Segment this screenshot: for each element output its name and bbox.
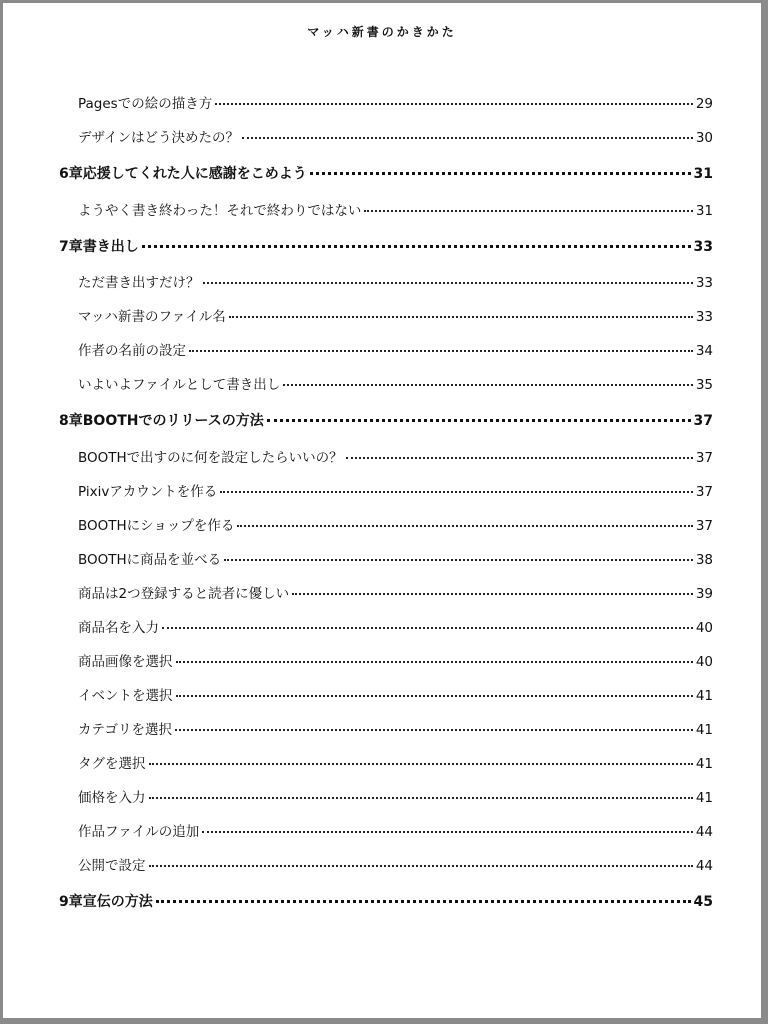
dot-leader <box>149 797 693 799</box>
toc-page-number: 41 <box>695 721 713 738</box>
toc-entry-title: 9章宣伝の方法 <box>59 893 153 910</box>
toc-entry-title: 6章応援してくれた人に感謝をこめよう <box>59 166 307 182</box>
toc-page-number: 41 <box>695 687 713 704</box>
toc-entry-title: 商品画像を選択 <box>78 653 173 670</box>
toc-page-number: 41 <box>695 789 713 806</box>
toc-entry-title: 7章書き出し <box>59 238 139 255</box>
toc-page-number: 37 <box>695 517 713 534</box>
toc-entry-title: 商品は2つ登録すると読者に優しい <box>78 585 290 602</box>
toc-section-entry[interactable] <box>59 475 713 509</box>
toc-section-entry[interactable] <box>59 300 713 334</box>
toc-entry-title: 作者の名前の設定 <box>78 343 186 359</box>
toc-section-entry[interactable] <box>59 194 713 228</box>
toc-page-number: 29 <box>695 96 713 112</box>
toc-section-entry[interactable] <box>59 87 713 121</box>
toc-section-entry[interactable] <box>59 747 713 781</box>
toc-section-entry[interactable] <box>59 849 713 883</box>
dot-leader <box>203 282 693 284</box>
dot-leader <box>142 245 691 248</box>
toc-section-entry[interactable] <box>59 121 713 155</box>
toc-entry-title: イベントを選択 <box>78 687 173 704</box>
toc-section-entry[interactable] <box>59 713 713 747</box>
toc-section-entry[interactable] <box>59 577 713 611</box>
dot-leader <box>162 627 693 629</box>
toc-page-number: 37 <box>695 483 713 500</box>
toc-entry-title: 8章BOOTHでのリリースの方法 <box>59 413 264 429</box>
running-header: マッハ新書のかきかた <box>307 25 457 39</box>
dot-leader <box>292 593 693 595</box>
toc-page-number: 31 <box>693 166 713 182</box>
dot-leader <box>242 137 693 139</box>
toc-page-number: 33 <box>695 275 713 291</box>
dot-leader <box>364 210 692 212</box>
toc-chapter-entry[interactable] <box>59 228 713 267</box>
toc-page-number: 41 <box>695 755 713 772</box>
dot-leader <box>229 316 693 318</box>
dot-leader <box>310 172 691 175</box>
toc-entry-title: Pixivアカウントを作る <box>78 483 218 500</box>
toc-page-number: 34 <box>695 343 713 359</box>
toc-page-number: 38 <box>695 551 713 568</box>
toc-entry-title: デザインはどう決めたの？ <box>78 130 240 146</box>
toc-entry-title: ただ書き出すだけ？ <box>78 275 200 291</box>
dot-leader <box>237 525 692 527</box>
dot-leader <box>267 419 691 422</box>
dot-leader <box>149 763 693 765</box>
toc-section-entry[interactable] <box>59 441 713 475</box>
toc-entry-title: タグを選択 <box>78 755 146 772</box>
dot-leader <box>175 729 693 731</box>
toc-chapter-entry[interactable] <box>59 883 713 922</box>
toc-page-number: 39 <box>695 585 713 602</box>
dot-leader <box>156 900 691 903</box>
toc-section-entry[interactable] <box>59 611 713 645</box>
dot-leader <box>220 491 693 493</box>
toc-entry-title: カテゴリを選択 <box>78 721 172 738</box>
dot-leader <box>176 695 693 697</box>
dot-leader <box>202 831 693 833</box>
dot-leader <box>224 559 693 561</box>
dot-leader <box>283 384 693 386</box>
toc-entry-title: 作品ファイルの追加 <box>78 823 200 840</box>
toc-section-entry[interactable] <box>59 781 713 815</box>
toc-page-number: 33 <box>693 238 713 255</box>
toc-chapter-entry[interactable] <box>59 155 713 194</box>
toc-entry-title: BOOTHにショップを作る <box>78 517 235 534</box>
toc-section-entry[interactable] <box>59 543 713 577</box>
toc-page-number: 37 <box>693 413 713 429</box>
toc-page-number: 44 <box>695 857 713 874</box>
toc-section-entry[interactable] <box>59 334 713 368</box>
toc-entry-title: BOOTHに商品を並べる <box>78 551 222 568</box>
dot-leader <box>215 103 693 105</box>
toc-entry-title: BOOTHで出すのに何を設定したらいいの？ <box>78 449 343 466</box>
dot-leader <box>149 865 693 867</box>
dot-leader <box>176 661 693 663</box>
toc-page-number: 44 <box>695 823 713 840</box>
dot-leader <box>189 350 693 352</box>
toc-page-number: 33 <box>695 309 713 325</box>
toc-section-entry[interactable] <box>59 815 713 849</box>
toc-page-number: 30 <box>695 130 713 146</box>
toc-entry-title: マッハ新書のファイル名 <box>78 309 226 325</box>
toc-entry-title: いよいよファイルとして書き出し <box>78 377 281 393</box>
toc-section-entry[interactable] <box>59 368 713 402</box>
toc-section-entry[interactable] <box>59 509 713 543</box>
toc-section-entry[interactable] <box>59 266 713 300</box>
toc-chapter-entry[interactable] <box>59 402 713 441</box>
toc-entry-title: 商品名を入力 <box>78 619 159 636</box>
document-page <box>3 3 761 1018</box>
toc-section-entry[interactable] <box>59 679 713 713</box>
toc-page-number: 37 <box>695 449 713 466</box>
toc-entry-title: 価格を入力 <box>78 789 146 806</box>
toc-entry-title: ようやく書き終わった！それで終わりではない <box>78 202 362 219</box>
toc-page-number: 40 <box>695 653 713 670</box>
dot-leader <box>346 457 693 459</box>
toc-entry-title: 公開で設定 <box>78 857 146 874</box>
toc-entry-title: Pagesでの絵の描き方 <box>78 96 213 112</box>
toc-page-number: 40 <box>695 619 713 636</box>
toc-section-entry[interactable] <box>59 645 713 679</box>
toc-page-number: 31 <box>695 202 713 219</box>
toc-page-number: 45 <box>693 893 713 910</box>
toc-page-number: 35 <box>695 377 713 393</box>
table-of-contents <box>59 87 713 921</box>
